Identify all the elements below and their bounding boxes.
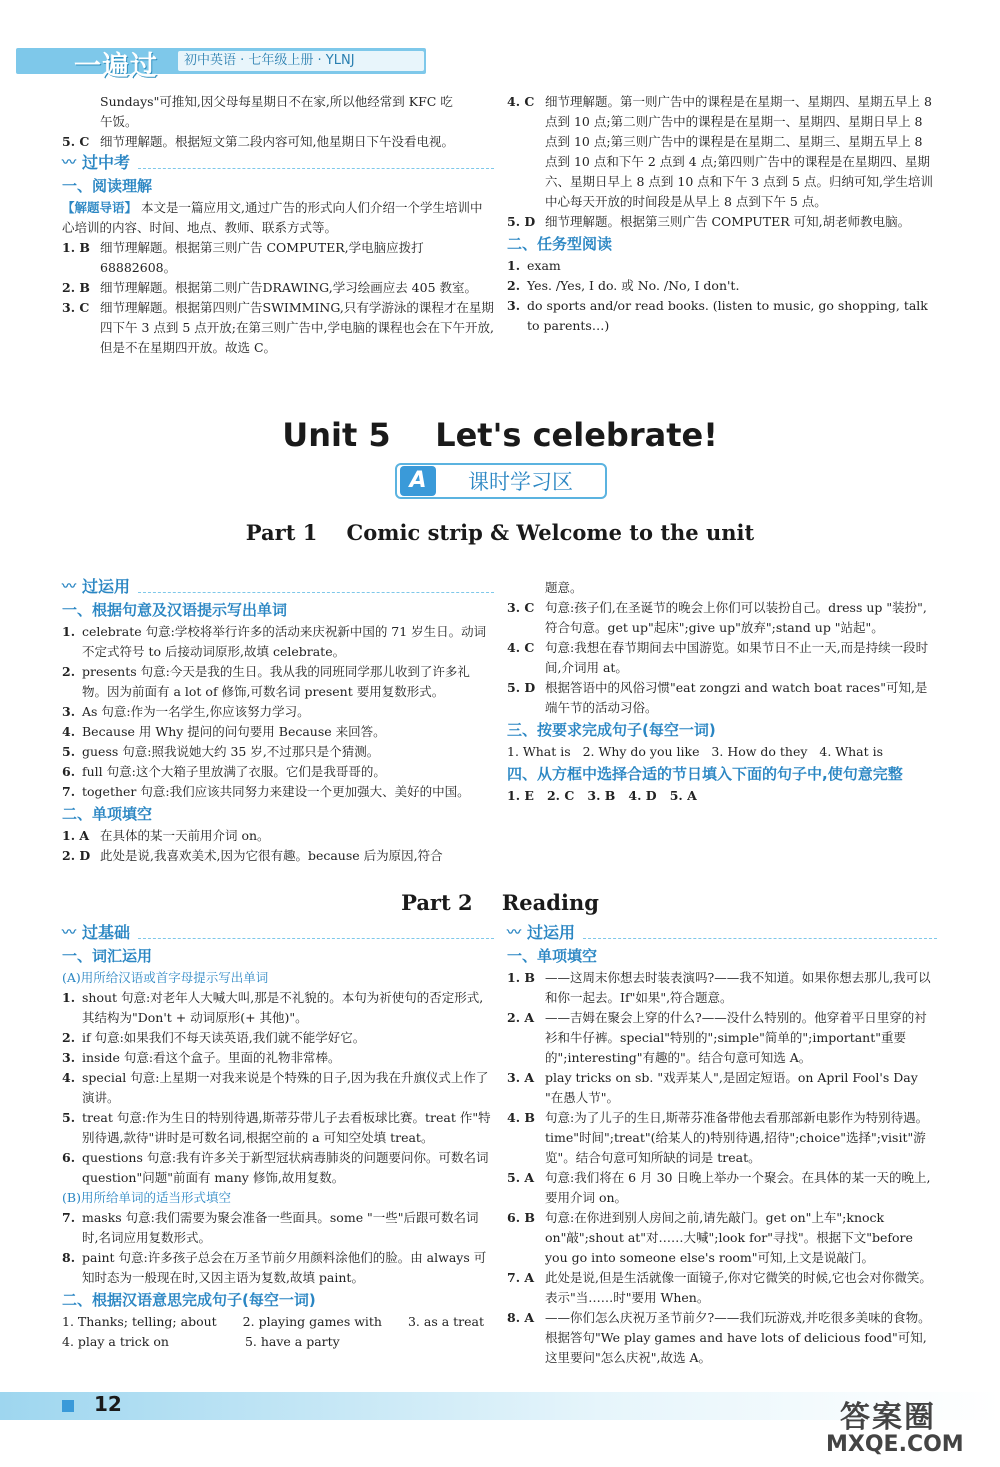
item-text: 细节理解题。根据短文第二段内容可知,他星期日下午没看电视。 [100, 134, 454, 149]
answer-item [62, 662, 494, 702]
answer-list [62, 826, 494, 866]
item-number: 1. [62, 624, 76, 639]
item-number: 1. B [62, 240, 90, 255]
answer-list [507, 598, 937, 718]
continued-text: 题意。 [545, 580, 583, 595]
item-number: 2. [62, 664, 76, 679]
answer-item [62, 1248, 494, 1288]
phrase-answer: 1. Thanks; telling; about [62, 1314, 217, 1329]
item-number: 5. D [507, 214, 536, 229]
item-number: 6. [62, 764, 76, 779]
section-title: 三、按要求完成句子(每空一词) [507, 721, 716, 739]
answer-list [62, 622, 494, 802]
item-number: 2. B [62, 280, 90, 295]
item-number: 2. [507, 278, 521, 293]
banner-title: 过基础 [82, 923, 131, 942]
item-number: 3. C [507, 600, 535, 615]
section-banner [62, 576, 494, 598]
banner-title: 过运用 [82, 577, 131, 596]
item-number: 2. D [62, 848, 91, 863]
item-number: 5. [62, 1110, 76, 1125]
item-number: 3. [62, 704, 76, 719]
item-number: 7. [62, 1210, 76, 1225]
part-title: Part 2 Reading [401, 890, 599, 915]
dashed-line [138, 582, 494, 593]
answer-list [62, 988, 494, 1188]
item-number: 2. A [507, 1010, 535, 1025]
section-title: 四、从方框中选择合适的节日填入下面的句子中,使句意完整 [507, 765, 903, 783]
part2-right-column [507, 922, 937, 1368]
item-text: guess 句意:照我说她大约 35 岁,不过那只是个猜测。 [82, 744, 380, 759]
answer-item [507, 1008, 937, 1068]
dashed-line [138, 158, 494, 169]
item-text: inside 句意:看这个盒子。里面的礼物非常棒。 [82, 1050, 341, 1065]
intro-line: 午饭。 [100, 114, 138, 129]
item-text: celebrate 句意:学校将举行许多的活动来庆祝新中国的 71 岁生日。动词不定式符号 to 后接动词原形,故填 celebrate。 [82, 624, 487, 659]
phrase-row [62, 1332, 494, 1352]
item-text: questions 句意:我有许多关于新型冠状病毒肺炎的问题要问你。可数名词 question"问题"前面有 many 修饰,故用复数。 [82, 1150, 489, 1185]
watermark-logo: 答案圈 [840, 1400, 936, 1435]
answer-list [507, 92, 937, 232]
item-number: 1. B [507, 970, 535, 985]
item-text: play tricks on sb. "戏弄某人",是固定短语。on April Fool's Day "在愚人节"。 [545, 1070, 918, 1105]
phrase-answer: 5. have a party [244, 1334, 340, 1349]
item-number: 5. A [507, 1170, 535, 1185]
dashed-line [583, 928, 937, 939]
part-title: Part 1 Comic strip & Welcome to the unit [245, 520, 755, 545]
item-text: presents 句意:今天是我的生日。我从我的同班同学那儿收到了许多礼物。因为前面有 a lot of 修饰,可数名词 present 要用复数形式。 [82, 664, 470, 699]
item-number: 4. [62, 724, 76, 739]
task-list [507, 256, 937, 336]
answer-item [62, 1108, 494, 1148]
festival-answers: 1. E 2. C 3. B 4. D 5. A [507, 788, 697, 803]
item-text: ——吉姆在聚会上穿的什么?——没什么特别的。他穿着平日里穿的衬衫和牛仔裤。special"特别的";simple"简单的";important"重要的";interesting"有趣的"。结合句意可知选 A。 [545, 1010, 927, 1065]
answer-item [62, 988, 494, 1028]
item-number: 3. C [62, 300, 90, 315]
item-number: 7. [62, 784, 76, 799]
item-text: Yes. /Yes, I do. 或 No. /No, I don't. [527, 278, 740, 293]
item-number: 4. C [507, 94, 535, 109]
item-number: 5. D [507, 680, 536, 695]
answer-item [62, 742, 494, 762]
item-number: 3. [62, 1050, 76, 1065]
banner-title: 过中考 [82, 153, 131, 172]
answer-item [62, 622, 494, 662]
phrase-row [62, 1312, 494, 1332]
item-number: 6. [62, 1150, 76, 1165]
answer-item [62, 782, 494, 802]
answer-item [62, 846, 494, 866]
item-text: 句意:孩子们,在圣诞节的晚会上你们可以装扮自己。dress up "装扮",符合句意。get up"起床";give up"放弃";stand up "站起"。 [545, 600, 927, 635]
answer-item [62, 238, 494, 278]
item-number: 4. [62, 1070, 76, 1085]
item-text: 细节理解题。根据第三则广告 COMPUTER,学电脑应拨打 68882608。 [100, 240, 424, 275]
zone-letter: A [400, 466, 436, 496]
item-text: 句意:在你进到别人房间之前,请先敲门。get on"上车";knock on"敲";shout at"对……大喊";look for"寻找"。根据下文"before you go into someone else's room"可知,上文是说敲门。 [545, 1210, 913, 1265]
item-text: 细节理解题。根据第三则广告 COMPUTER 可知,胡老师教电脑。 [545, 214, 911, 229]
guide-label: 【解题导语】 [62, 200, 138, 215]
part1-left-column [62, 576, 494, 866]
answer-list [62, 238, 494, 358]
item-text: 细节理解题。根据第二则广告DRAWING,学习绘画应去 405 教室。 [100, 280, 477, 295]
answer-item [62, 1028, 494, 1048]
answer-item [507, 296, 937, 336]
phrase-answer: 4. play a trick on [62, 1334, 169, 1349]
item-number: 1. A [62, 828, 90, 843]
phrase-answer: 3. as a treat [407, 1314, 485, 1329]
section-title: 一、单项填空 [507, 947, 598, 965]
unit-title: Unit 5 Let's celebrate! [282, 416, 718, 454]
answer-list [507, 968, 937, 1368]
item-text: As 句意:作为一名学生,你应该努力学习。 [82, 704, 310, 719]
item-number: 2. [62, 1030, 76, 1045]
item-number: 5. [62, 744, 76, 759]
answer-item [507, 638, 937, 678]
section-title: 一、根据句意及汉语提示写出单词 [62, 601, 288, 619]
answer-item [507, 1268, 937, 1308]
top-left-column [62, 92, 494, 358]
answer-item [507, 1308, 937, 1368]
answer-item [62, 278, 494, 298]
page-marker-icon [62, 1400, 74, 1412]
section-banner [507, 922, 937, 944]
item-number: 4. C [507, 640, 535, 655]
item-number: 6. B [507, 1210, 535, 1225]
answer-item [507, 1108, 937, 1168]
item-number: 7. A [507, 1270, 535, 1285]
wave-icon: 〰 [507, 925, 521, 941]
answer-item [507, 1168, 937, 1208]
item-number: 8. [62, 1250, 76, 1265]
part1-right-column [507, 578, 937, 806]
answer-item [507, 968, 937, 1008]
page-number: 12 [94, 1392, 122, 1416]
dashed-line [138, 928, 494, 939]
answer-list [62, 1208, 494, 1288]
top-right-column [507, 92, 937, 336]
section-title: 一、阅读理解 [62, 177, 153, 195]
item-text: shout 句意:对老年人大喊大叫,那是不礼貌的。本句为祈使句的否定形式,其结构为"Don't + 动词原形(+ 其他)"。 [82, 990, 484, 1025]
item-text: paint 句意:许多孩子总会在万圣节前夕用颜料涂他们的脸。由 always 可知时态为一般现在时,又因主语为复数,故填 paint。 [82, 1250, 487, 1285]
answer-item [507, 212, 937, 232]
guide-paragraph [62, 198, 494, 238]
answer-item [507, 598, 937, 638]
answer-item [507, 276, 937, 296]
intro-line: Sundays"可推知,因父母每星期日不在家,所以他经常到 KFC 吃 [100, 94, 453, 109]
item-number: 4. B [507, 1110, 535, 1125]
item-text: 句意:为了儿子的生日,斯蒂芬准备带他去看那部新电影作为特别待遇。time"时间";treat"(给某人的)特别待遇,招待";choice"选择";visit"游览"。结合句意可知所缺的词是 treat。 [545, 1110, 929, 1165]
section-title: 二、根据汉语意思完成句子(每空一词) [62, 1291, 316, 1309]
item-text: if 句意:如果我们不每天读英语,我们就不能学好它。 [82, 1030, 366, 1045]
answer-item [62, 762, 494, 782]
answer-item [62, 1148, 494, 1188]
item-number: 1. [507, 258, 521, 273]
answer-item [507, 92, 937, 212]
item-text: ——你们怎么庆祝万圣节前夕?——我们玩游戏,并吃很多美味的食物。根据答句"We play games and have lots of delicious food"可知,这里要问"怎么庆祝",故选 A。 [545, 1310, 931, 1365]
answer-item [62, 702, 494, 722]
answer-item [62, 1208, 494, 1248]
book-tag: 初中英语 · 七年级上册 · YLNJ [178, 51, 424, 71]
section-title: 二、单项填空 [62, 805, 153, 823]
answer-item [62, 722, 494, 742]
answer-item [507, 1208, 937, 1268]
item-number: 3. A [507, 1070, 535, 1085]
answer-item [62, 298, 494, 358]
section-title: 二、任务型阅读 [507, 235, 613, 253]
study-zone-badge [395, 463, 607, 499]
wave-icon: 〰 [62, 155, 76, 171]
item-text: masks 句意:我们需要为聚会准备一些面具。some "一些"后跟可数名词时,名词应用复数形式。 [82, 1210, 479, 1245]
section-title: 一、词汇运用 [62, 947, 153, 965]
part2-left-column [62, 922, 494, 1352]
item-text: together 句意:我们应该共同努力来建设一个更加强大、美好的中国。 [82, 784, 470, 799]
zone-label: 课时学习区 [468, 470, 573, 494]
answer-item [62, 1068, 494, 1108]
section-banner [62, 922, 494, 944]
item-text: Because 用 Why 提问的问句要用 Because 来回答。 [82, 724, 386, 739]
answer-item [62, 1048, 494, 1068]
item-text: 细节理解题。根据第四则广告SWIMMING,只有学游泳的课程才在星期四下午 3 点到 5 点开放;在第三则广告中,学电脑的课程也会在下午开放,但是不在星期四开放。故选 C。 [100, 300, 494, 355]
item-number: 3. [507, 298, 521, 313]
item-text: full 句意:这个大箱子里放满了衣服。它们是我哥哥的。 [82, 764, 386, 779]
item-number: 1. [62, 990, 76, 1005]
answer-item [62, 132, 494, 152]
wave-icon: 〰 [62, 579, 76, 595]
item-number: 5. C [62, 134, 90, 149]
item-text: treat 句意:作为生日的特别待遇,斯蒂芬带儿子去看板球比赛。treat 作"特别待遇,款待"讲时是可数名词,根据空前的 a 可知空处填 treat。 [82, 1110, 491, 1145]
item-text: ——这周末你想去时装表演吗?——我不知道。如果你想去那儿,我可以和你一起去。If"如果",符合题意。 [545, 970, 931, 1005]
watermark-url: MXQE.COM [826, 1432, 964, 1457]
item-text: 此处是说,但是生活就像一面镜子,你对它微笑的时候,它也会对你微笑。表示"当……时"要用 When。 [545, 1270, 932, 1305]
answer-item [62, 826, 494, 846]
section-banner [62, 152, 494, 174]
item-text: 句意:我想在春节期间去中国游览。如果节日不止一天,而是持续一段时间,介词用 at。 [545, 640, 929, 675]
item-text: do sports and/or read books. (listen to music, go shopping, talk to parents…) [527, 298, 928, 333]
guide-text: 本文是一篇应用文,通过广告的形式向人们介绍一个学生培训中心培训的内容、时间、地点、教师、联系方式等。 [62, 200, 483, 235]
answer-item [507, 678, 937, 718]
item-text: 细节理解题。第一则广告中的课程是在星期一、星期四、星期五早上 8 点到 10 点;第二则广告中的课程是在星期一、星期四、星期日早上 8 点到 10 点;第三则广告中的课程是在星期二、星期三、星期五早上 8 点到 10 点和下午 2 点到 4 点;第四则广告中的课程是在星期四、星期六、星期日早上 8 点到 10 点和下午 3 点到 5 点。归纳可知,学生培训中心每天开放的时间段是从早上 8 点到下午 5 点。 [545, 94, 934, 209]
subsection-title: (A)用所给汉语或首字母提示写出单词 [62, 970, 269, 985]
wave-icon: 〰 [62, 925, 76, 941]
item-text: 在具体的某一天前用介词 on。 [100, 828, 270, 843]
sentence-answers: 1. What is 2. Why do you like 3. How do they 4. What is [507, 744, 884, 759]
answer-item [507, 1068, 937, 1108]
subsection-title: (B)用所给单词的适当形式填空 [62, 1190, 231, 1205]
item-text: 此处是说,我喜欢美术,因为它很有趣。because 后为原因,符合 [100, 848, 443, 863]
item-number: 8. A [507, 1310, 535, 1325]
item-text: 句意:我们将在 6 月 30 日晚上举办一个聚会。在具体的某一天的晚上,要用介词 on。 [545, 1170, 931, 1205]
item-text: exam [527, 258, 561, 273]
item-text: special 句意:上星期一对我来说是个特殊的日子,因为我在升旗仪式上作了演讲。 [82, 1070, 489, 1105]
book-logo: 一遍过 [74, 51, 158, 82]
answer-item [507, 256, 937, 276]
banner-title: 过运用 [527, 923, 576, 942]
phrase-answer: 2. playing games with [242, 1314, 382, 1329]
item-text: 根据答语中的风俗习惯"eat zongzi and watch boat races"可知,是端午节的活动习俗。 [545, 680, 928, 715]
